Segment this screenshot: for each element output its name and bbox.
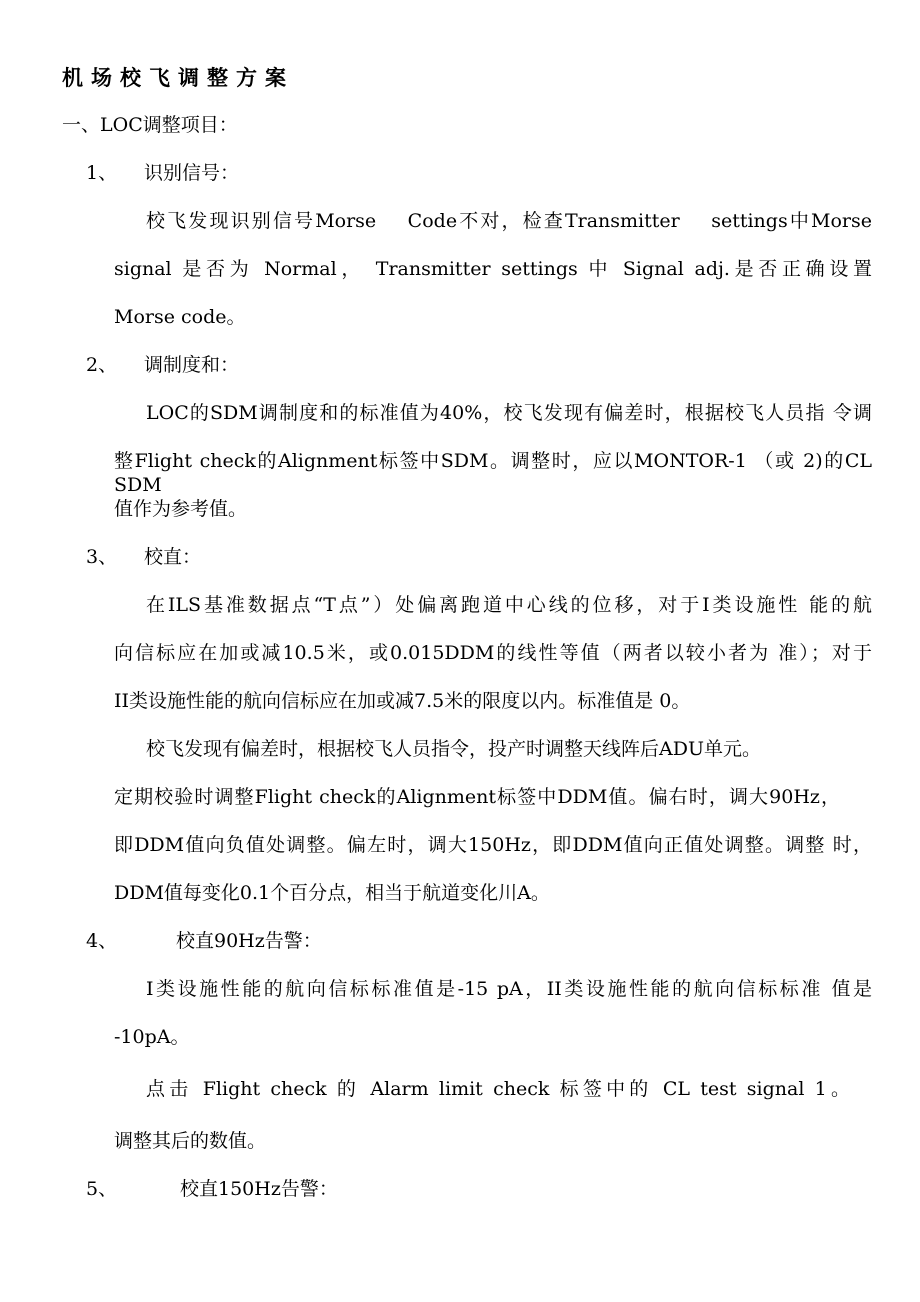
paragraph-line: 值作为参考值。 xyxy=(114,498,248,520)
item-number: 4、 xyxy=(86,930,118,952)
document-title: 机场校飞调整方案 xyxy=(62,66,294,90)
paragraph-line: 校飞发现有偏差时，根据校飞人员指令，投产时调整天线阵后ADU单元。 xyxy=(146,738,761,760)
paragraph-line: 调整其后的数值。 xyxy=(114,1130,267,1152)
item-number: 5、 xyxy=(86,1178,118,1200)
paragraph-line: LOC的SDM调制度和的标准值为40%，校飞发现有偏差时，根据校飞人员指 令调 xyxy=(146,402,872,424)
item-number: 3、 xyxy=(86,546,118,568)
paragraph-line: signal 是否为 Normal， Transmitter settings 中 Signal adj.是否正确设置 xyxy=(114,258,872,280)
paragraph-line: 校飞发现识别信号Morse Code不对，检查Transmitter settings中Morse xyxy=(146,210,872,232)
paragraph-line: 即DDM值向负值处调整。偏左时，调大150Hz，即DDM值向正值处调整。调整 时， xyxy=(114,834,872,856)
paragraph-line: 整Flight check的Alignment标签中SDM。调整时，应以MONTOR-1 （或 2)的CL SDM xyxy=(114,450,872,496)
item-number: 1、 xyxy=(86,162,118,184)
paragraph-line: 在ILS基准数据点“T点”）处偏离跑道中心线的位移，对于I类设施性 能的航 xyxy=(146,594,872,616)
item-number: 2、 xyxy=(86,354,118,376)
paragraph-line: Morse code。 xyxy=(114,306,246,328)
paragraph-line: 定期校验时调整Flight check的Alignment标签中DDM值。偏右时，调大90Hz， xyxy=(114,786,840,808)
paragraph-line: 点击 Flight check 的 Alarm limit check 标签中的 CL test signal 1。 xyxy=(146,1078,850,1100)
item-heading: 校直150Hz告警： xyxy=(180,1178,338,1200)
paragraph-line: DDM值每变化0.1个百分点，相当于航道变化川A。 xyxy=(114,882,550,904)
item-heading: 校直90Hz告警： xyxy=(176,930,322,952)
section-heading: 一、LOC调整项目： xyxy=(62,114,238,136)
paragraph-line: 向信标应在加或减10.5米，或0.015DDM的线性等值（两者以较小者为 准）；对于 xyxy=(114,642,872,664)
paragraph-line: II类设施性能的航向信标应在加或减7.5米的限度以内。标准值是 0。 xyxy=(114,690,691,712)
item-heading: 识别信号： xyxy=(144,162,240,184)
paragraph-line: I类设施性能的航向信标标准值是-15 pA，II类设施性能的航向信标标准 值是 xyxy=(146,978,872,1000)
item-heading: 校直： xyxy=(144,546,202,568)
paragraph-line: -10pA。 xyxy=(114,1026,190,1048)
item-heading: 调制度和： xyxy=(144,354,240,376)
